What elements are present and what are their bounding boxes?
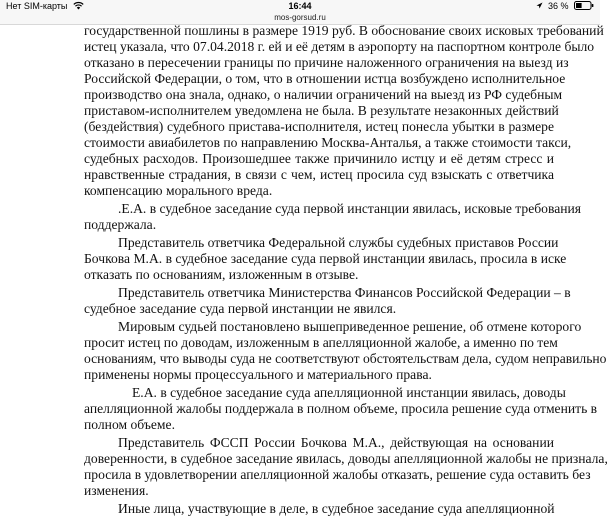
- text-line: стоимости авиабилетов по направлению Москва-Анталья, а также стоимости такси,: [84, 135, 572, 150]
- text-line: .Е.А. в судебное заседание суда первой инстанции явилась, исковые требования: [118, 201, 582, 216]
- text-line: Е.А. в судебное заседание суда апелляционной инстанции явилась, доводы: [132, 385, 566, 400]
- status-bar: [0, 0, 600, 13]
- right-status: [536, 1, 594, 11]
- text-line: Иные лица, участвующие в деле, в судебное заседание суда апелляционной: [118, 501, 555, 516]
- text-line: Представитель ФССП России Бочкова М.А., действующая на основании: [118, 435, 554, 450]
- text-line: (бездействия) судебного пристава-исполнителя, истец понесла убытки в размере: [84, 119, 554, 134]
- text-line: просила в удовлетворении апелляционной жалобы отказать, решение суда оставить без: [84, 467, 591, 482]
- battery-icon: [574, 1, 594, 10]
- location-icon: [536, 2, 543, 10]
- text-line: судебное заседание суда первой инстанции не явился.: [84, 301, 397, 316]
- text-line: истец указала, что 07.04.2018 г. ей и её детям в аэропорту на паспортном контроле было: [84, 39, 595, 54]
- text-line: государственной пошлины в размере 1919 руб. В обоснование своих исковых требований: [84, 23, 604, 38]
- carrier-label: Нет SIM-карты: [6, 1, 68, 11]
- text-line: поддержала.: [84, 217, 157, 232]
- text-line: производство она знала, однако, о наличии ограничений на выезд из РФ судебным: [84, 87, 563, 102]
- text-line: компенсацию морального вреда.: [84, 183, 273, 198]
- text-line: Бочкова М.А. в судебное заседание суда первой инстанции явилась, просила в иске: [84, 251, 567, 266]
- battery-percent: 36 %: [547, 1, 569, 11]
- text-line: Представитель ответчика Федеральной службы судебных приставов России: [118, 235, 559, 250]
- text-line: просит истец по доводам, изложенным в апелляционной жалобе, а именно по тем: [84, 335, 558, 350]
- document-content: [0, 23, 608, 516]
- text-line: Российской Федерации, о том, что в отношении истца возбуждено исполнительное: [84, 71, 566, 86]
- text-line: апелляционной жалобы поддержала в полном объеме, просила решение суда отменить в: [84, 401, 598, 416]
- text-line: основаниям, что выводы суда не соответствуют обстоятельствам дела, судом неправильно: [84, 351, 607, 366]
- text-line: приставом-исполнителем уведомлена не была. В результате незаконных действий: [84, 103, 559, 118]
- clock: 16:44: [288, 1, 312, 11]
- text-line: Мировым судьей постановлено вышеприведенное решение, об отмене которого: [118, 319, 582, 334]
- text-line: изменения.: [84, 483, 149, 498]
- text-line: отказать по основаниям, изложенным в отзыве.: [84, 267, 359, 282]
- text-line: полном объеме.: [84, 417, 175, 432]
- text-line: судебных расходов. Произошедшее также причинило истцу и её детям стресс и: [84, 151, 554, 166]
- url-host: mos-gorsud.ru: [274, 13, 326, 22]
- text-line: доверенности, в судебное заседание явилась, доводы апелляционной жалобы не признала,: [84, 451, 608, 466]
- text-line: применены нормы процессуального и материального права.: [84, 367, 432, 382]
- text-line: Представитель ответчика Министерства Финансов Российской Федерации – в: [118, 285, 571, 300]
- text-line: отказано в пересечении границы по причине наложенного ограничения на выезд из: [84, 55, 569, 70]
- text-line: нравственные страдания, в связи с чем, истец просила суд взыскать с ответчика: [84, 167, 554, 182]
